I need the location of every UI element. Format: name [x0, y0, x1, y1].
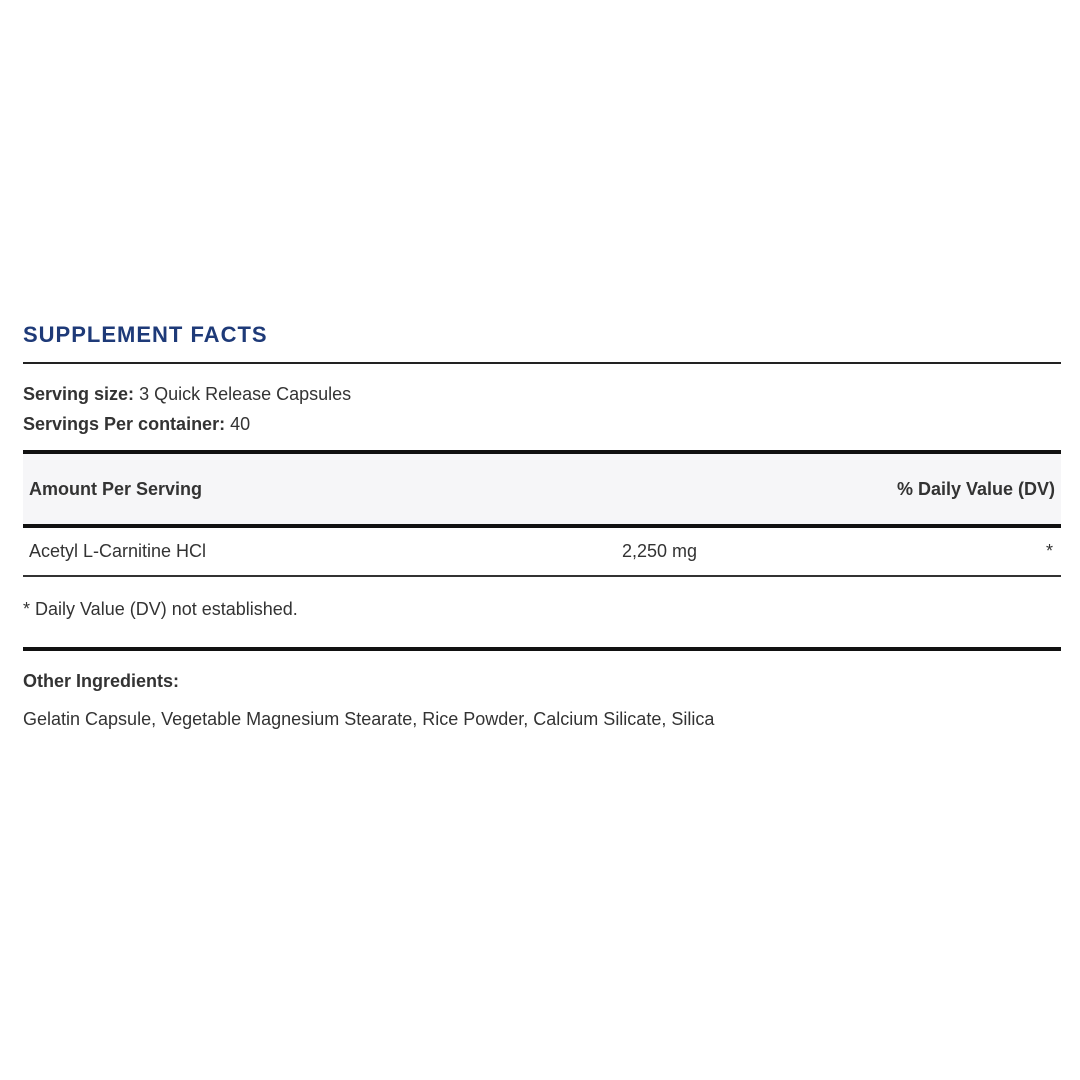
- serving-size-label: Serving size:: [23, 384, 135, 404]
- ingredient-name: Acetyl L-Carnitine HCl: [29, 541, 207, 561]
- daily-value-footnote: * Daily Value (DV) not established.: [23, 599, 298, 619]
- serving-info: [23, 364, 1061, 450]
- other-ingredients-text: Gelatin Capsule, Vegetable Magnesium Stearate, Rice Powder, Calcium Silicate, Silica: [23, 709, 715, 729]
- supplement-facts-panel: [23, 320, 1061, 731]
- daily-value-header: % Daily Value (DV): [896, 478, 1055, 499]
- serving-size-line: [23, 379, 1061, 409]
- other-ingredients-label: Other Ingredients:: [23, 671, 180, 691]
- amount-per-serving-header: Amount Per Serving: [29, 478, 203, 499]
- table-header: [23, 454, 1061, 524]
- supplement-facts-title: SUPPLEMENT FACTS: [23, 322, 268, 347]
- serving-size-value: 3 Quick Release Capsules: [139, 384, 352, 404]
- servings-per-container-label: Servings Per container:: [23, 414, 226, 434]
- ingredient-daily-value: *: [1045, 541, 1053, 561]
- table-row: [23, 528, 1061, 575]
- ingredient-amount: 2,250 mg: [622, 541, 698, 561]
- servings-per-container-line: [23, 409, 1061, 439]
- servings-per-container-value: 40: [230, 414, 251, 434]
